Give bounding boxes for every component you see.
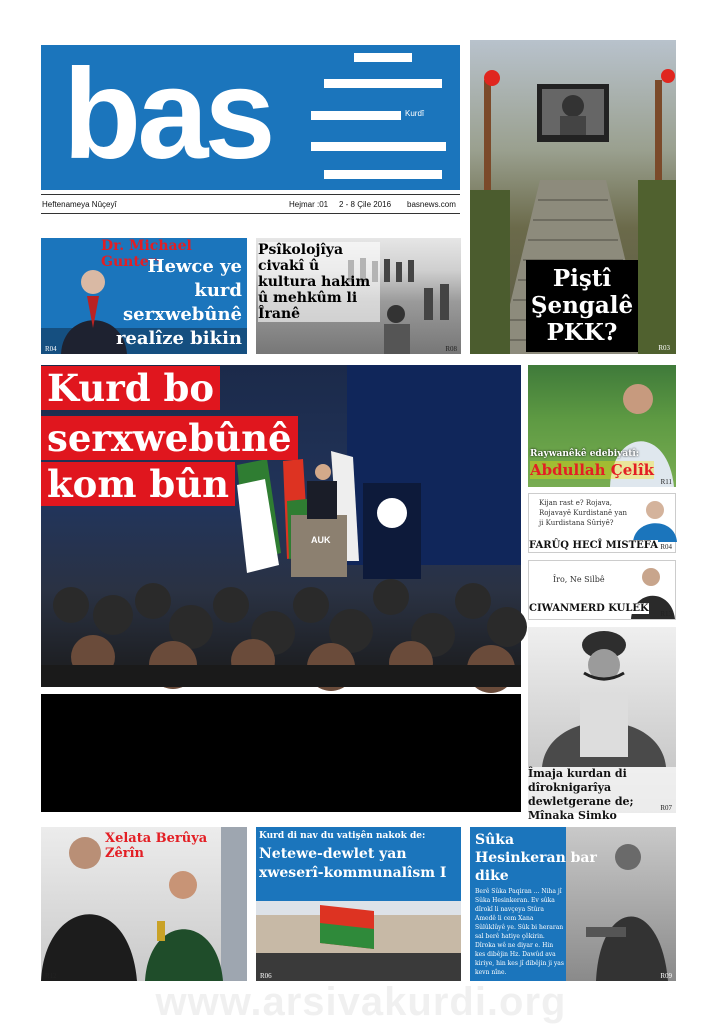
celik-kicker: Raywanêkê edebiyatî: [530,449,640,459]
page-ref: R08 [445,345,457,353]
page-ref: R12 [45,972,57,980]
blacksmith-story [470,827,676,981]
logo-bar [324,170,442,179]
logo-bar [311,111,401,120]
conference-scene [41,365,521,687]
ad-space [41,694,521,812]
logo-wordmark: bas [63,43,272,186]
masthead-logo [41,45,460,190]
page-ref: R04 [45,345,57,353]
blacksmith-headline: Sûka Hesinkeran bar dike [475,832,597,884]
edition-label: Kurdî [405,109,425,118]
psychology-story [256,238,461,354]
faruq-author: FARÛQ HECÎ MISTEFA [529,540,658,551]
main-headline-line-2: serxwebûnê [41,416,298,460]
award-story [41,827,247,981]
shengal-headline: Piştî Şengalê PKK? [526,260,638,352]
kulek-author: CIWANMERD KULEK [529,603,649,614]
podium-label: AUK [311,535,331,545]
celik-story [528,365,676,487]
page-ref: R04 [660,543,672,551]
website: basnews.com [407,200,456,209]
issue-date: 2 - 8 Çile 2016 [339,200,392,209]
shengal-photo [470,40,676,354]
page-ref: R13 [660,610,672,618]
logo-bar [311,142,446,151]
simko-story [528,627,676,822]
gunter-story [41,238,247,354]
nation-story [256,827,461,981]
kulek-column [528,560,676,620]
nation-kicker: Kurd di nav du vatişên nakok de: [259,831,426,841]
page-ref: R09 [660,972,672,980]
award-headline: Xelata Berûya Zêrîn [105,831,208,861]
faruq-column [528,493,676,553]
faruq-teaser: Kijan rast e? Rojava, Rojavayê Kurdistanê yan ji Kurdistana Sûriyê? [539,499,628,527]
info-bar [41,194,460,214]
issue-number: Hejmar :01 [289,200,329,209]
kulek-teaser: Îro, Ne Silbê [553,575,605,584]
psychology-headline: Psîkolojîya civakî û kultura hakim û mehkûm li Îranê [258,242,380,322]
publication-label: Heftenameya Nûçeyî [42,200,117,209]
page-ref: R07 [660,804,672,812]
logo-bar [324,79,442,88]
page-ref: R03 [658,344,670,352]
main-headline-line-1: Kurd bo [41,366,220,410]
simko-headline: Îmaja kurdan di dîroknigarîya dewletgerane de; Mînaka Simko [528,767,676,823]
main-story-photo [41,365,521,687]
celik-name: Abdullah Çelîk [530,461,655,479]
page-ref: R11 [660,478,672,486]
gunter-headline: Hewce ye kurd serxwebûnê realîze bikin [115,256,242,349]
blacksmith-body: Berê Sûka Paqiran ... Niha jî Sûka Hesinkeran. Ev sûka dîrokî li navçeya Stûra Amedê li cem Xana Sûlûklûyê ye. Sûk bi heraran sal berê hatiye çêkirin. Dîroka wê ne diyar e. Hin kes dibêjin Hz. Dawûd ava kiriye, hin kes jî dibêjin ji yas kevn nîne. [475,888,564,976]
logo-bar [354,53,412,62]
rally-photo [256,901,461,981]
gunter-name: Dr. Michael Gunter: [101,238,192,270]
page-ref: R06 [260,972,272,980]
watermark: www.arsivakurdi.org [155,980,567,1024]
main-headline-line-3: kom bûn [41,462,235,506]
nation-headline: Netewe-dewlet yan xweserî-kommunalîsm I [259,846,447,881]
